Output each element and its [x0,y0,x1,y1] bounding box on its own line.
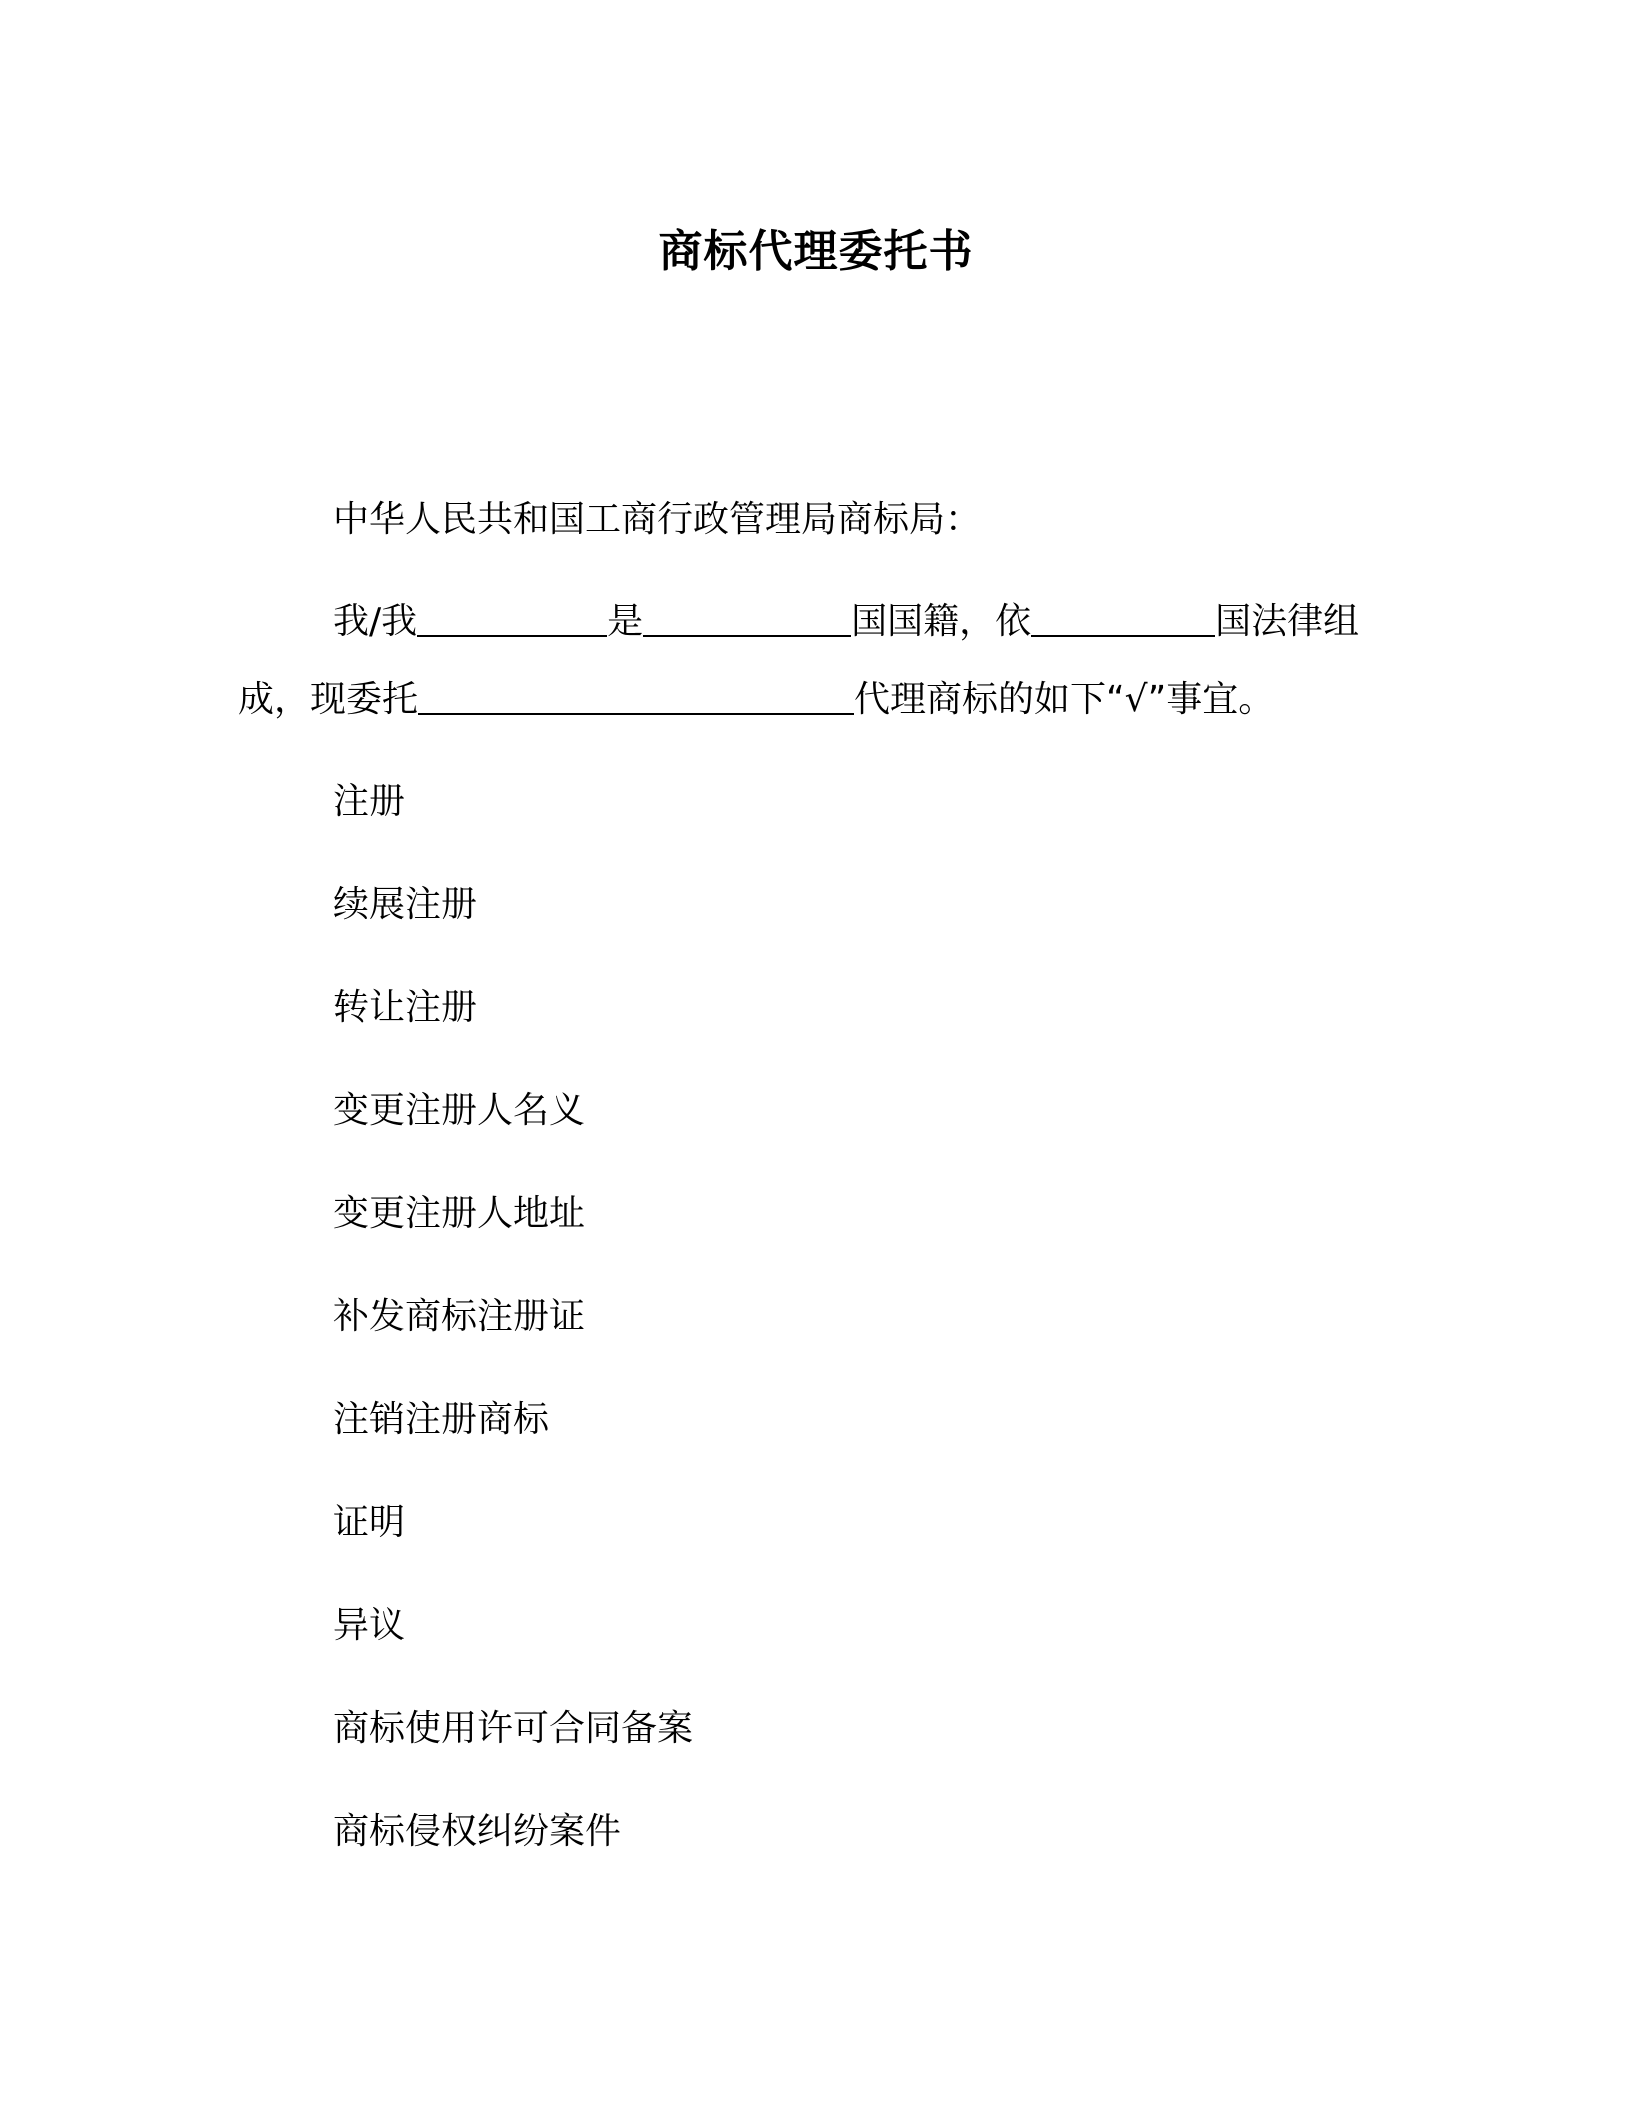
list-item: 商标使用许可合同备案 [333,1708,694,1749]
list-item: 变更注册人地址 [333,1193,586,1234]
document-title: 商标代理委托书 [658,226,974,277]
blank-field-law-country[interactable] [1031,599,1215,637]
addressee-line: 中华人民共和国工商行政管理局商标局： [333,499,982,540]
text-segment: 国国籍，依 [851,601,1032,642]
text-segment: 国法律组 [1215,601,1360,642]
list-item: 证明 [333,1502,406,1543]
text-segment: 是 [607,601,644,642]
list-item: 注销注册商标 [333,1399,550,1440]
blank-field-nationality[interactable] [643,599,851,637]
blank-field-agent[interactable] [418,677,854,715]
text-segment: 成，现委托 [238,679,419,720]
list-item: 商标侵权纠纷案件 [333,1811,622,1852]
list-item: 异议 [333,1605,406,1646]
list-item: 续展注册 [333,884,478,925]
list-item: 补发商标注册证 [333,1296,586,1337]
text-segment: 我/我 [333,601,418,642]
paragraph-line-2 [238,676,1274,724]
list-item: 注册 [333,781,406,822]
blank-field-name[interactable] [417,599,607,637]
text-segment: 代理商标的如下“√”事宜。 [854,679,1275,720]
list-item: 转让注册 [333,987,478,1028]
paragraph-line-1 [333,598,1359,646]
list-item: 变更注册人名义 [333,1090,586,1131]
